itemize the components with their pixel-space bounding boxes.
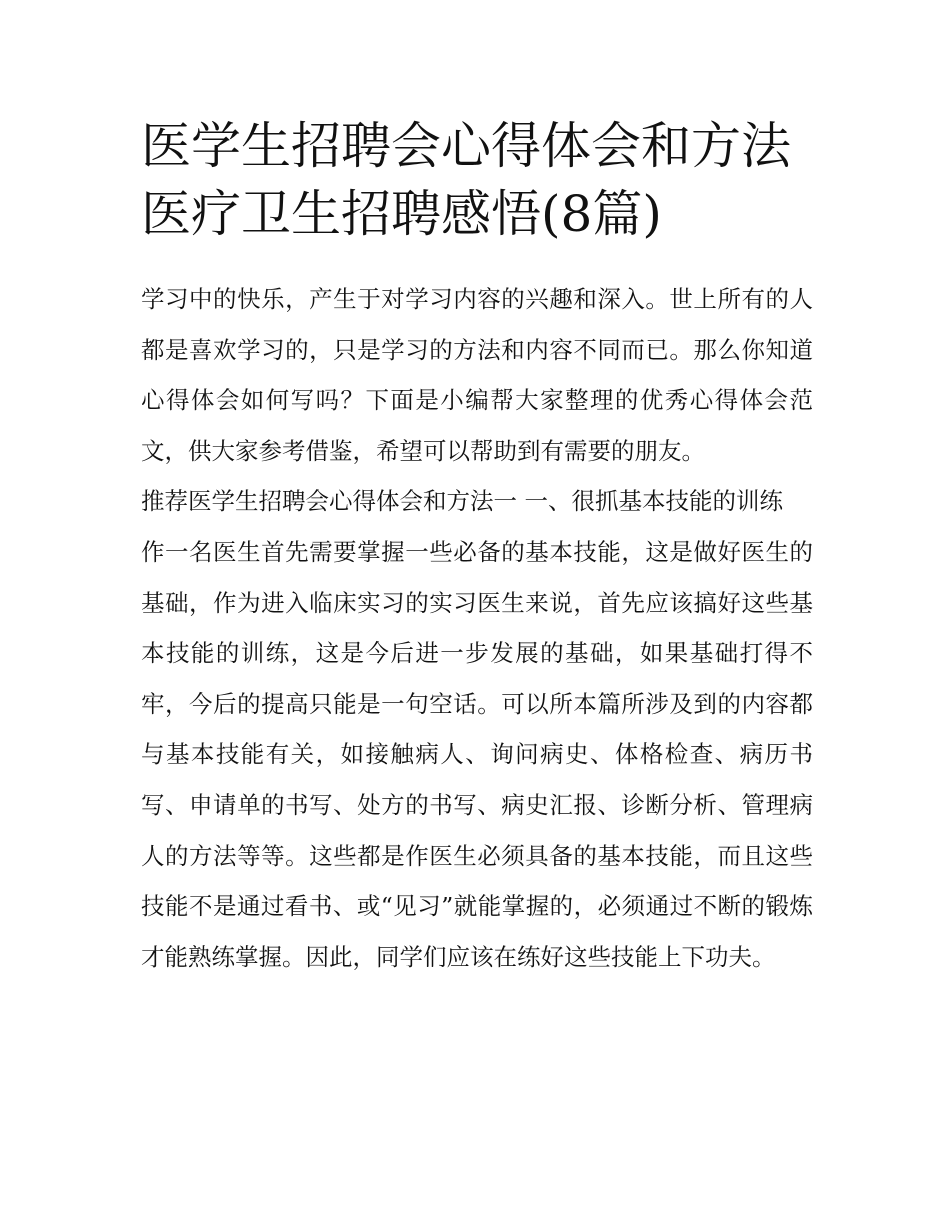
document-title bbox=[141, 112, 813, 248]
title-line-1: 医学生招聘会心得体会和方法 bbox=[141, 117, 791, 175]
body-paragraph: 作一名医生首先需要掌握一些必备的基本技能，这是做好医生的基础，作为进入临床实习的实习医生来说，首先应该搞好这些基本技能的训练，这是今后进一步发展的基础，如果基础打得不牢，今后的提高只能是一句空话。可以所本篇所涉及到的内容都与基本技能有关，如接触病人、询问病史、体格检查、病历书写、申请单的书写、处方的书写、病史汇报、诊断分析、管理病人的方法等等。这些都是作医生必须具备的基本技能，而且这些技能不是通过看书、或“见习”就能掌握的，必须通过不断的锻炼才能熟练掌握。因此，同学们应该在练好这些技能上下功夫。 bbox=[141, 537, 813, 971]
section-heading-paragraph: 推荐医学生招聘会心得体会和方法一 一、很抓基本技能的训练 bbox=[141, 487, 783, 516]
intro-paragraph: 学习中的快乐，产生于对学习内容的兴趣和深入。世上所有的人都是喜欢学习的，只是学习的方法和内容不同而已。那么你知道心得体会如何写吗？下面是小编帮大家整理的优秀心得体会范文，供大家参考借鉴，希望可以帮助到有需要的朋友。 bbox=[141, 285, 813, 465]
title-line-2: 医疗卫生招聘感悟(8篇) bbox=[141, 185, 662, 243]
document-body bbox=[141, 274, 813, 982]
document-content bbox=[141, 112, 813, 982]
